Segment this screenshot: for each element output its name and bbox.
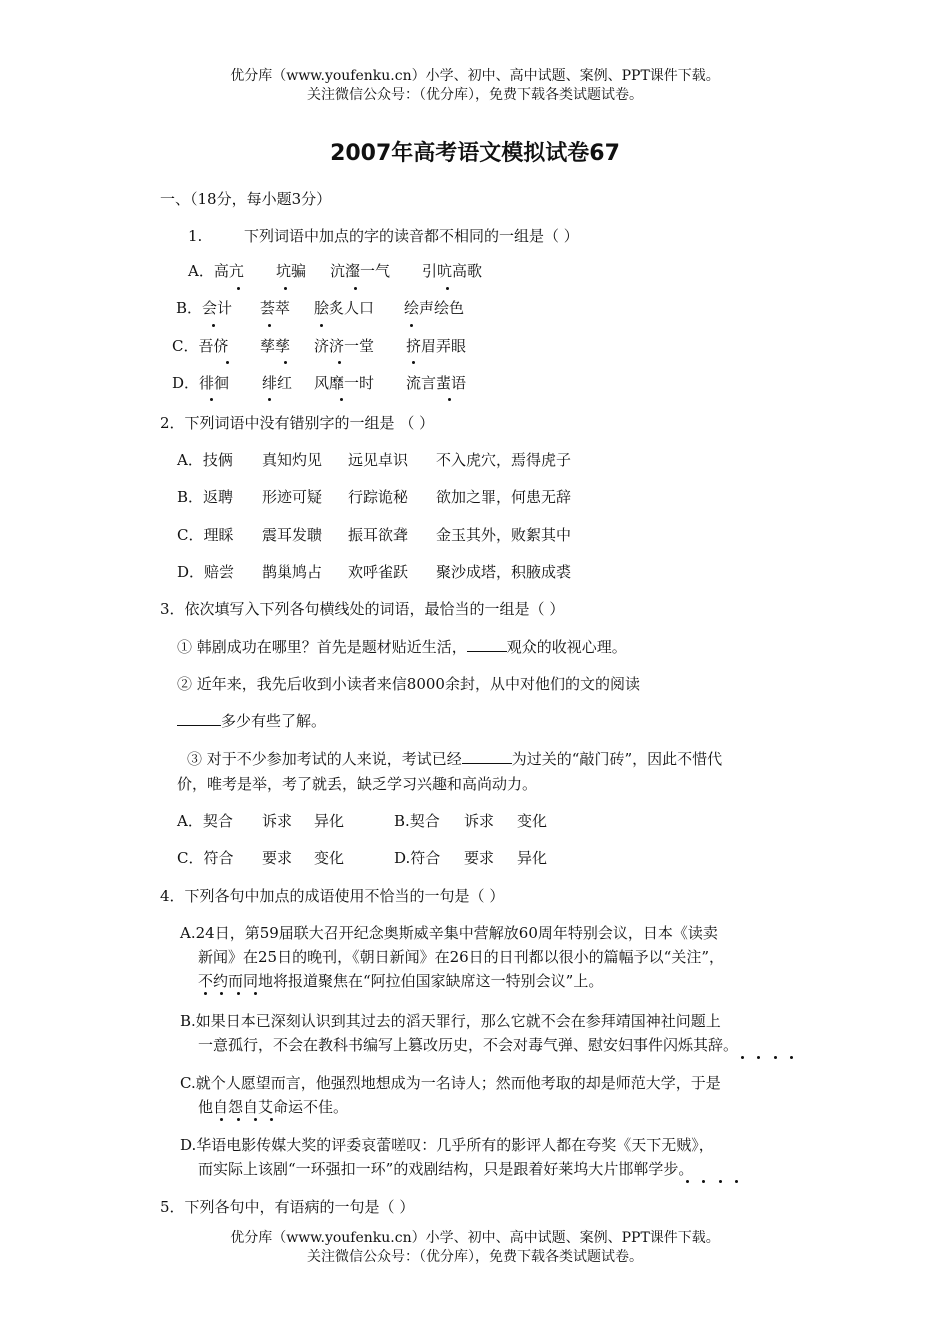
section-heading: 一、（18分，每小题3分） (160, 190, 332, 208)
q4-option-d-line-2: 而实际上该剧“一环强扣一环”的戏剧结构，只是跟着好莱坞大片邯郸学步。 (198, 1160, 694, 1178)
option-word: 鹊巢鸠占 (262, 563, 323, 581)
option-word: 异化 (314, 812, 345, 830)
q3-options-cd (0, 847, 950, 869)
q3-options-ab (0, 810, 950, 832)
option-word: 脍炙人口 (314, 299, 375, 317)
emphasis-dot (774, 1056, 777, 1059)
emphasis-dot (237, 992, 240, 995)
emphasis-dot (741, 1056, 744, 1059)
option-word: 震耳发聩 (262, 526, 323, 544)
q4-option-b-line-2: 一意孤行，不会在教科书编写上篡改历史，不会对毒气弹、慰安妇事件闪烁其辞。 (198, 1036, 739, 1054)
option-word: 坑骗 (276, 262, 307, 280)
option-word: 风靡一时 (314, 374, 375, 392)
q1-option-d (0, 372, 950, 394)
header-line-1: 优分库（www.youfenku.cn）小学、初中、高中试题、案例、PPT课件下载。 (230, 68, 720, 84)
option-word: B.契合 (394, 812, 440, 830)
emphasis-dot (254, 992, 257, 995)
option-word: B．返聘 (177, 488, 234, 506)
footer-line-2: 关注微信公众号：（优分库），免费下载各类试题试卷。 (307, 1249, 643, 1265)
emphasis-dot (338, 361, 341, 364)
q3-s2-text-end: 多少有些了解。 (221, 712, 327, 730)
option-word: 荟萃 (260, 299, 291, 317)
emphasis-dot (284, 287, 287, 290)
option-word: 欲加之罪，何患无辞 (436, 488, 572, 506)
emphasis-dot (757, 1056, 760, 1059)
emphasis-dot (204, 992, 207, 995)
footer-line-1: 优分库（www.youfenku.cn）小学、初中、高中试题、案例、PPT课件下载。 (230, 1230, 720, 1246)
fill-blank-1[interactable] (467, 636, 507, 652)
q1-number: 1. (188, 227, 203, 245)
emphasis-dot (686, 1180, 689, 1183)
emphasis-dot (354, 287, 357, 290)
emphasis-dot (268, 398, 271, 401)
q3-sentence-1 (177, 636, 627, 658)
option-word: 绯红 (262, 374, 293, 392)
emphasis-dot (284, 361, 287, 364)
q4-option-a-line-1: A.24日，第59届联大召开纪念奥斯威辛集中营解放60周年特别会议，日本《读卖 (180, 924, 718, 942)
q3-s3-text: ③ 对于不少参加考试的人来说，考试已经 (187, 750, 462, 768)
option-word: 形迹可疑 (262, 488, 323, 506)
emphasis-dot (790, 1056, 793, 1059)
emphasis-dot (212, 324, 215, 327)
option-word: 振耳欲聋 (348, 526, 409, 544)
option-word: 孳孳 (260, 337, 291, 355)
emphasis-dot (268, 324, 271, 327)
option-word: 引吭高歌 (422, 262, 483, 280)
q2-option-c (0, 524, 950, 546)
q1-option-c (0, 335, 950, 357)
emphasis-dot (735, 1180, 738, 1183)
option-word: 沆瀣一气 (330, 262, 391, 280)
emphasis-dot (210, 398, 213, 401)
emphasis-dot (270, 1118, 273, 1121)
option-word: 异化 (517, 849, 548, 867)
option-word: 变化 (517, 812, 548, 830)
emphasis-dot (410, 324, 413, 327)
option-word: D．徘徊 (172, 374, 230, 392)
option-word: D.符合 (394, 849, 441, 867)
emphasis-dot (719, 1180, 722, 1183)
option-word: 流言蜚语 (406, 374, 467, 392)
q1-option-a (0, 260, 950, 282)
q1-option-b (0, 297, 950, 319)
q2-option-d (0, 561, 950, 583)
option-word: B．会计 (176, 299, 233, 317)
emphasis-dot (237, 287, 240, 290)
option-word: 要求 (464, 849, 495, 867)
q3-sentence-3-cont: 价，唯考是举，考了就丢，缺乏学习兴趣和高尚动力。 (177, 775, 538, 793)
option-word: C．符合 (177, 849, 234, 867)
option-word: A．技俩 (177, 451, 233, 469)
emphasis-dot (220, 992, 223, 995)
q3-s1-text: ① 韩剧成功在哪里？首先是题材贴近生活， (177, 638, 467, 656)
option-word: 诉求 (262, 812, 293, 830)
q3-sentence-2: ② 近年来，我先后收到小读者来信8000余封，从中对他们的文的阅读 (177, 675, 640, 693)
q4-option-b-line-1: B.如果日本已深刻认识到其过去的滔天罪行，那么它就不会在参拜靖国神社问题上 (180, 1012, 721, 1030)
q2-stem: 2．下列词语中没有错别字的一组是 （ ） (160, 414, 435, 432)
option-word: 聚沙成塔，积腋成裘 (436, 563, 572, 581)
q5-stem: 5．下列各句中，有语病的一句是（ ） (160, 1198, 415, 1216)
option-word: 挤眉弄眼 (406, 337, 467, 355)
q3-sentence-2-cont (177, 710, 326, 732)
emphasis-dot (237, 1118, 240, 1121)
option-word: 金玉其外，败絮其中 (436, 526, 572, 544)
fill-blank-3[interactable] (462, 748, 512, 764)
option-word: 远见卓识 (348, 451, 409, 469)
option-word: 济济一堂 (314, 337, 375, 355)
q3-s1-text-end: 观众的收视心理。 (506, 638, 627, 656)
emphasis-dot (340, 398, 343, 401)
emphasis-dot (702, 1180, 705, 1183)
q3-stem: 3．依次填写入下列各句横线处的词语，最恰当的一组是（ ） (160, 600, 565, 618)
q4-stem: 4．下列各句中加点的成语使用不恰当的一句是（ ） (160, 887, 505, 905)
q4-option-d-line-1: D.华语电影传媒大奖的评委哀蕾嗟叹：几乎所有的影评人都在夸奖《天下无贼》， (180, 1136, 714, 1154)
option-word: D．赔尝 (177, 563, 235, 581)
option-word: 要求 (262, 849, 293, 867)
option-word: C．理睬 (177, 526, 234, 544)
q4-option-c-line-2: 他自怨自艾命运不佳。 (198, 1098, 349, 1116)
option-word: A．高亢 (188, 262, 244, 280)
fill-blank-2[interactable] (177, 710, 221, 726)
option-word: C．吾侪 (172, 337, 229, 355)
q1-stem: 下列词语中加点的字的读音都不相同的一组是（ ） (244, 227, 579, 245)
option-word: 欢呼雀跃 (348, 563, 409, 581)
option-word: 绘声绘色 (404, 299, 465, 317)
emphasis-dot (254, 1118, 257, 1121)
emphasis-dot (412, 361, 415, 364)
option-word: 不入虎穴，焉得虎子 (436, 451, 572, 469)
emphasis-dot (320, 324, 323, 327)
option-word: A．契合 (177, 812, 233, 830)
option-word: 真知灼见 (262, 451, 323, 469)
option-word: 行踪诡秘 (348, 488, 409, 506)
q4-option-c-line-1: C.就个人愿望而言，他强烈地想成为一名诗人；然而他考取的却是师范大学，于是 (180, 1074, 721, 1092)
page-title: 2007年高考语文模拟试卷67 (330, 141, 620, 166)
q4-option-a-line-2: 新闻》在25日的晚刊，《朝日新闻》在26日的日刊都以很小的篇幅予以“关注”， (198, 948, 725, 966)
emphasis-dot (220, 1118, 223, 1121)
emphasis-dot (226, 361, 229, 364)
q3-sentence-3 (187, 748, 722, 770)
header-line-2: 关注微信公众号：（优分库），免费下载各类试题试卷。 (307, 87, 643, 103)
emphasis-dot (446, 287, 449, 290)
option-word: 变化 (314, 849, 345, 867)
q4-option-a-line-3: 不约而同地将报道聚焦在“阿拉伯国家缺席这一特别会议”上。 (198, 972, 604, 990)
emphasis-dot (448, 398, 451, 401)
q2-option-b (0, 486, 950, 508)
q2-option-a (0, 449, 950, 471)
q3-s3-text-end: 为过关的“敲门砖”，因此不惜代 (511, 750, 723, 768)
option-word: 诉求 (464, 812, 495, 830)
